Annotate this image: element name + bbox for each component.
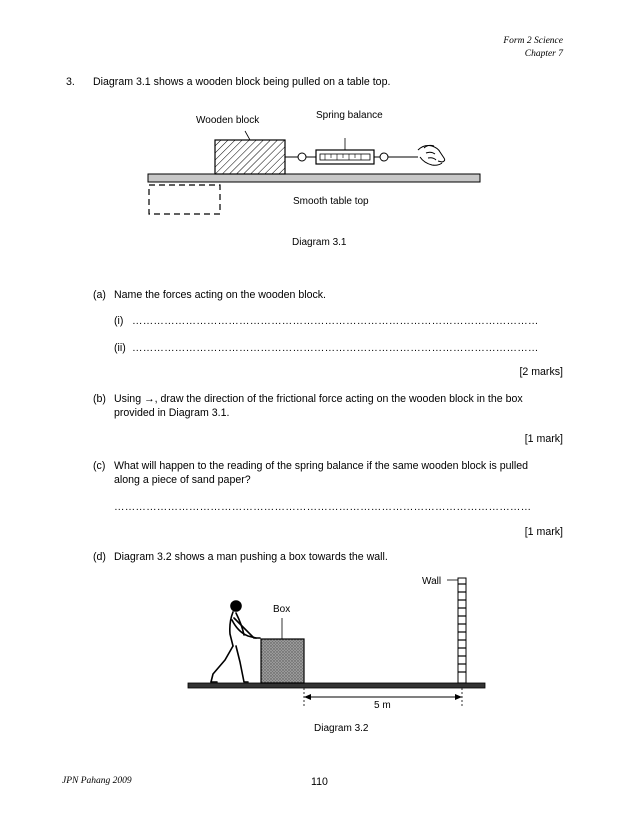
part-b-label: (b)	[93, 393, 106, 405]
part-c-line2: along a piece of sand paper?	[114, 474, 251, 486]
answer-line-a-i[interactable]: ……………………………………………………………………………………………………	[132, 315, 539, 327]
man-figure-icon	[211, 601, 260, 682]
part-c-line1: What will happen to the reading of the spring balance if the same wooden block is pulled	[114, 460, 528, 472]
part-c-label: (c)	[93, 460, 106, 472]
header-subject: Form 2 Science	[503, 36, 563, 46]
part-c-marks: [1 mark]	[524, 526, 563, 538]
part-b-marks: [1 mark]	[524, 433, 563, 445]
part-a-text: Name the forces acting on the wooden block.	[114, 289, 326, 301]
part-b-line2: provided in Diagram 3.1.	[114, 407, 230, 419]
caption-diagram-3-1: Diagram 3.1	[292, 237, 347, 248]
label-box: Box	[273, 604, 291, 615]
part-b-line1: Using →, draw the direction of the frictional force acting on the wooden block in the box	[114, 393, 523, 405]
label-wall: Wall	[422, 576, 442, 587]
caption-diagram-3-2: Diagram 3.2	[314, 723, 369, 734]
page-number: 110	[311, 776, 328, 788]
header-chapter: Chapter 7	[524, 49, 563, 59]
question-number: 3.	[66, 76, 75, 88]
answer-line-a-ii[interactable]: ……………………………………………………………………………………………………	[132, 342, 539, 354]
part-a-marks: [2 marks]	[519, 366, 563, 378]
part-d-text: Diagram 3.2 shows a man pushing a box towards the wall.	[114, 551, 388, 563]
part-a-sub-ii: (ii)	[114, 342, 126, 354]
label-distance: 5 m	[374, 700, 391, 711]
label-wooden-block: Wooden block	[196, 115, 260, 126]
part-a-label: (a)	[93, 289, 106, 301]
floor	[188, 683, 485, 688]
label-smooth-table: Smooth table top	[293, 196, 369, 207]
footer-source: JPN Pahang 2009	[62, 776, 132, 786]
part-d-label: (d)	[93, 551, 106, 563]
label-spring-balance: Spring balance	[316, 110, 383, 121]
part-a-sub-i: (i)	[114, 315, 124, 327]
wall	[447, 578, 466, 683]
answer-line-c[interactable]: ………………………………………………………………………………………………………	[114, 501, 532, 513]
question-intro: Diagram 3.1 shows a wooden block being pulled on a table top.	[93, 76, 391, 88]
box	[261, 618, 304, 683]
